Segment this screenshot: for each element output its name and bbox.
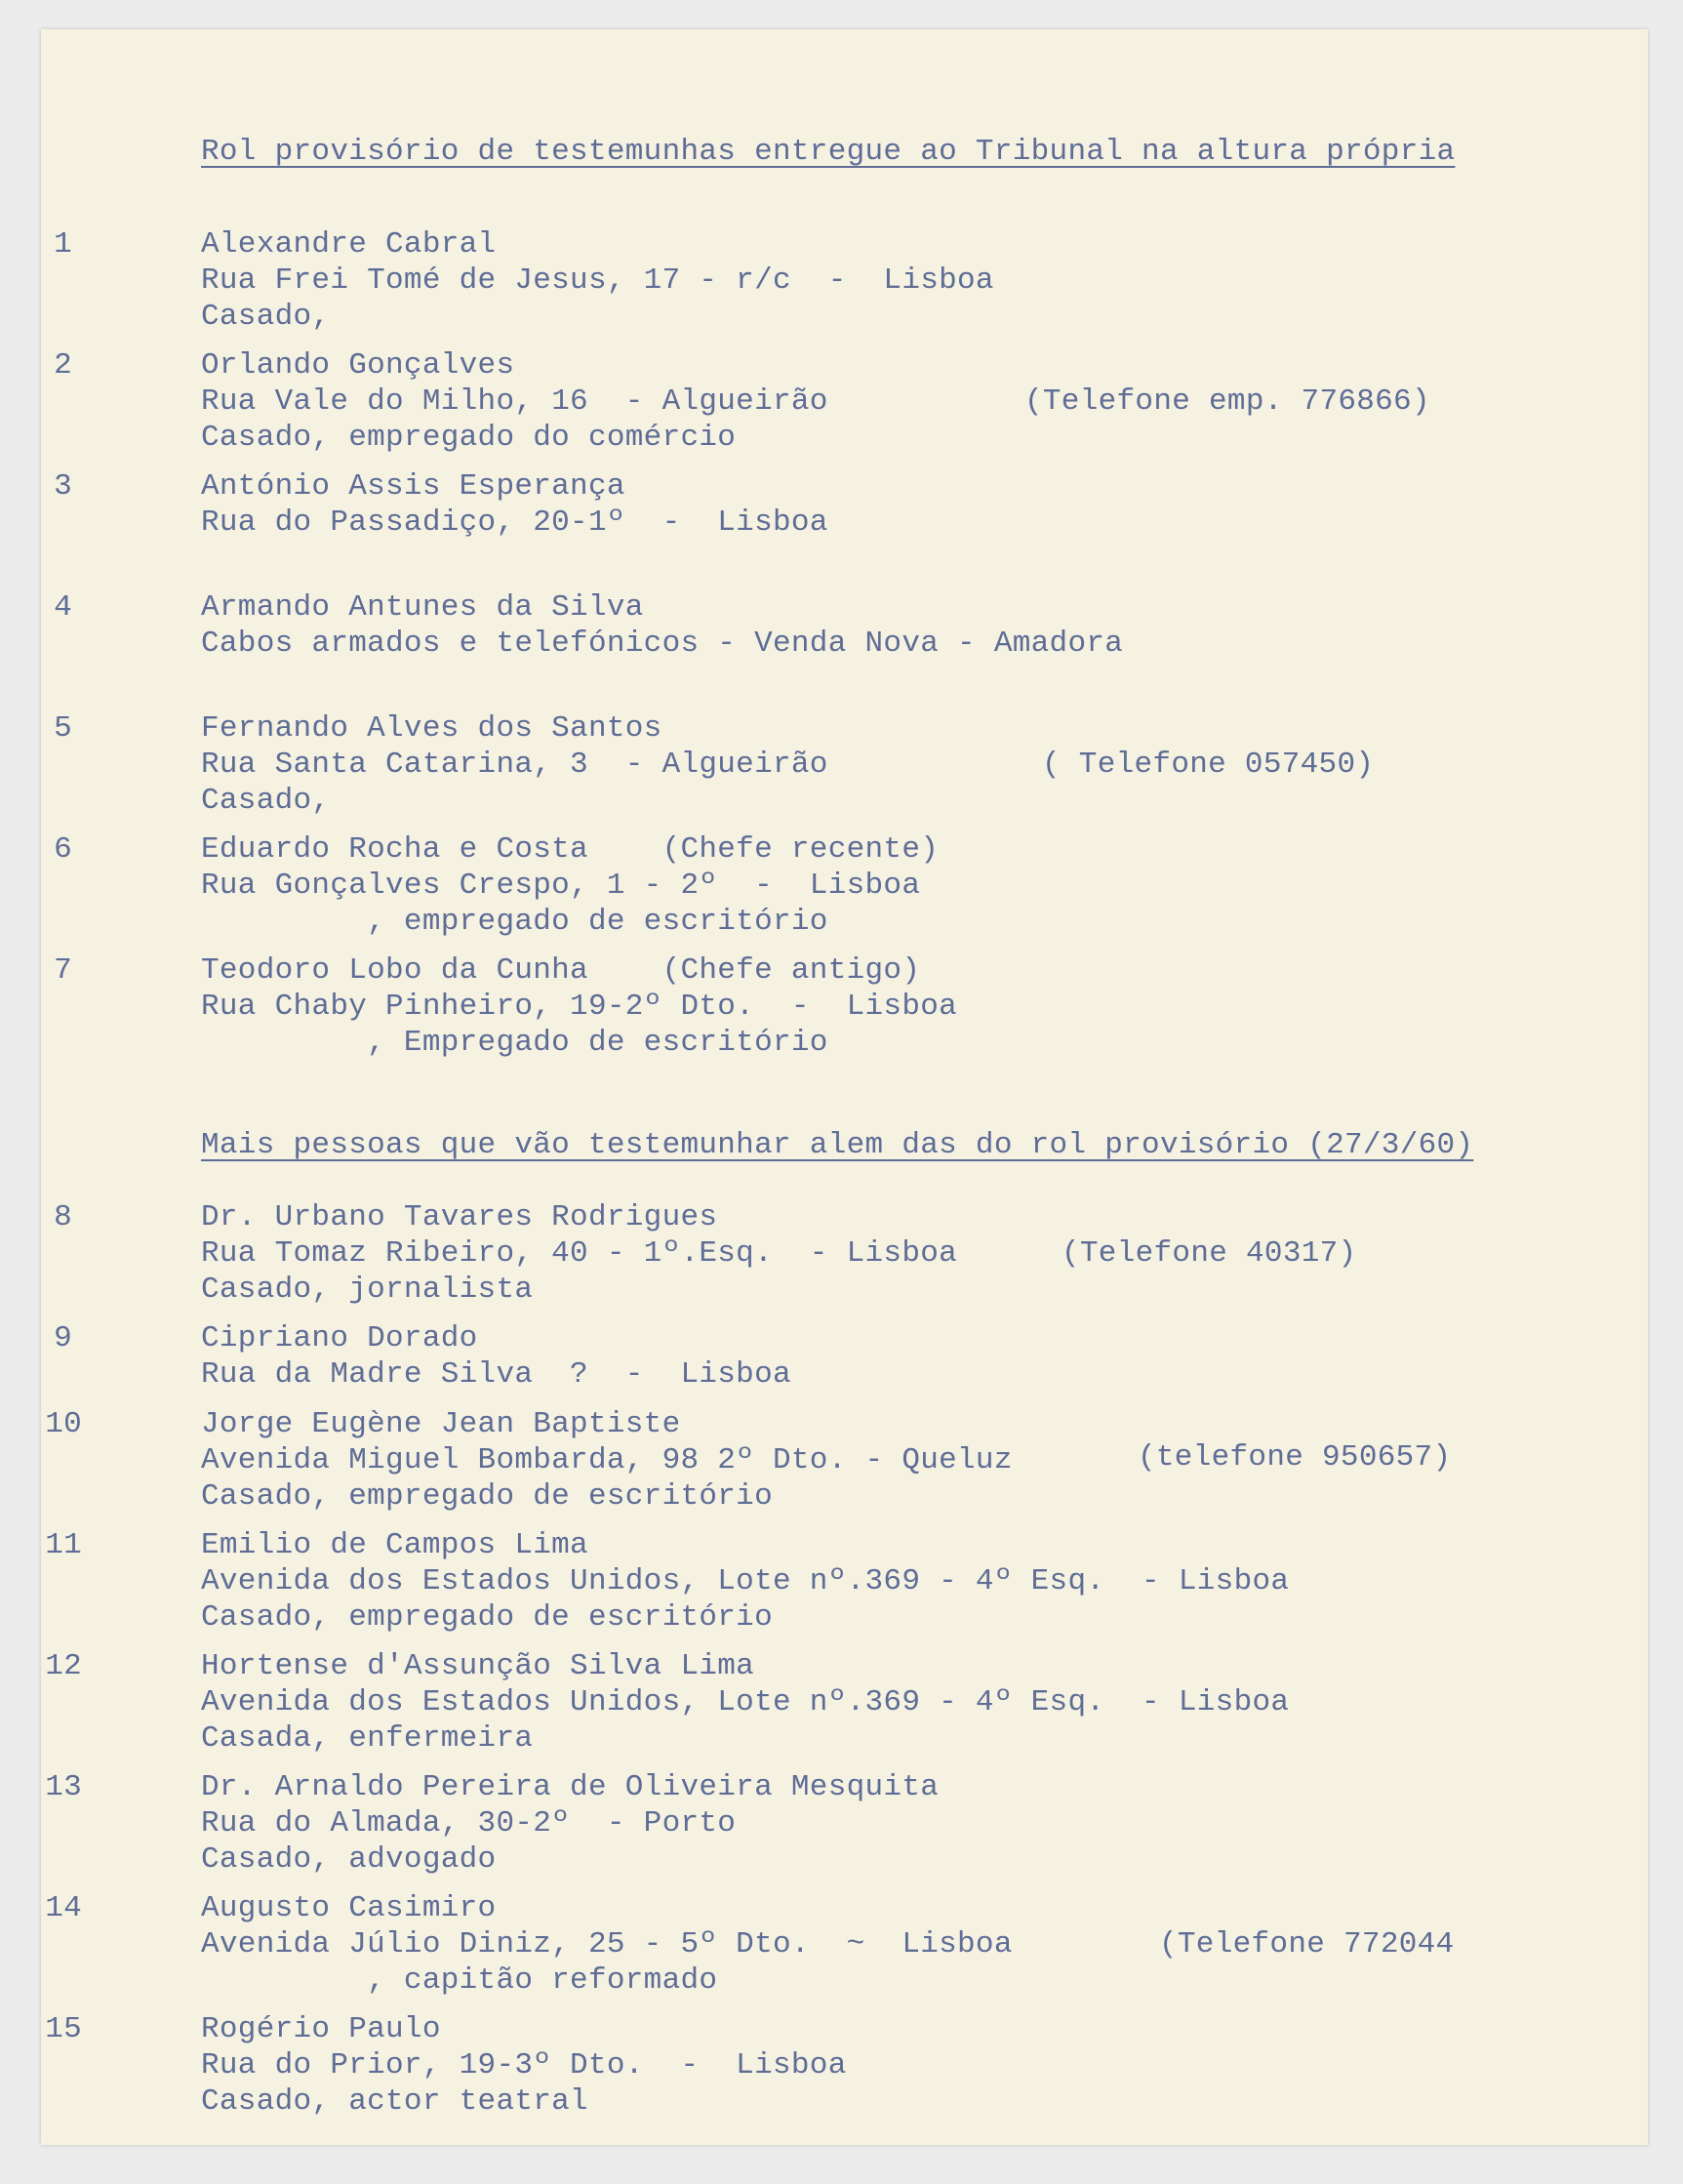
witness-address: Rua Santa Catarina, 3 - Algueirão [201, 748, 828, 782]
witness-name: António Assis Esperança [201, 469, 625, 504]
witness-number: 4 [54, 590, 72, 625]
witness-detail: , Empregado de escritório [201, 1026, 828, 1060]
witness-detail: , capitão reformado [201, 1963, 718, 1998]
witness-detail: Casado, empregado de escritório [201, 1600, 773, 1635]
witness-number: 6 [54, 832, 72, 867]
witness-name: Cipriano Dorado [201, 1321, 478, 1355]
witness-number: 9 [54, 1321, 72, 1355]
witness-name: Dr. Arnaldo Pereira de Oliveira Mesquita [201, 1770, 940, 1804]
witness-number: 7 [54, 953, 72, 988]
witness-entry [0, 1407, 1683, 1524]
witness-number: 5 [54, 711, 72, 746]
witness-entry [0, 1891, 1683, 2008]
witness-phone-note: ( Telefone 057450) [1042, 748, 1375, 782]
witness-phone-note: (Telefone 772044 [1159, 1927, 1455, 1962]
witness-number: 10 [45, 1407, 82, 1441]
witness-name: Orlando Gonçalves [201, 348, 515, 383]
witness-detail: Casado, jornalista [201, 1273, 534, 1307]
witness-address: Rua Gonçalves Crespo, 1 - 2º - Lisboa [201, 869, 921, 903]
witness-number: 11 [45, 1528, 82, 1562]
witness-address: Rua Chaby Pinheiro, 19-2º Dto. - Lisboa [201, 990, 958, 1024]
witness-number: 2 [54, 348, 72, 383]
witness-detail: Casado, empregado de escritório [201, 1479, 773, 1514]
witness-name: Hortense d'Assunção Silva Lima [201, 1649, 755, 1683]
witness-name: Fernando Alves dos Santos [201, 711, 662, 746]
witness-name: Augusto Casimiro [201, 1891, 497, 1925]
witness-number: 1 [54, 227, 72, 262]
witness-entry [0, 1528, 1683, 1645]
witness-name: Emilio de Campos Lima [201, 1528, 588, 1562]
witness-address: Cabos armados e telefónicos - Venda Nova - Amadora [201, 627, 1124, 661]
witness-address: Avenida Miguel Bombarda, 98 2º Dto. - Queluz [201, 1443, 1013, 1477]
witness-name: Armando Antunes da Silva [201, 590, 644, 625]
witness-name: Jorge Eugène Jean Baptiste [201, 1407, 681, 1441]
witness-number: 13 [45, 1770, 82, 1804]
witness-entry [0, 348, 1683, 465]
witness-address: Avenida dos Estados Unidos, Lote nº.369 - 4º Esq. - Lisboa [201, 1685, 1290, 1719]
witness-name: Teodoro Lobo da Cunha (Chefe antigo) [201, 953, 921, 988]
witness-entry [0, 2012, 1683, 2129]
witness-entry [0, 832, 1683, 950]
witness-entry [0, 590, 1683, 708]
witness-number: 15 [45, 2012, 82, 2046]
witness-entry [0, 227, 1683, 344]
witness-detail: Casado, [201, 784, 331, 818]
witness-address: Avenida dos Estados Unidos, Lote nº.369 - 4º Esq. - Lisboa [201, 1564, 1290, 1598]
witness-name: Alexandre Cabral [201, 227, 497, 262]
witness-name: Rogério Paulo [201, 2012, 441, 2046]
witness-detail: , empregado de escritório [201, 905, 828, 939]
witness-entry [0, 953, 1683, 1071]
witness-detail: Casado, advogado [201, 1842, 497, 1877]
section-heading-provisional-list: Rol provisório de testemunhas entregue ao Tribunal na altura própria [201, 135, 1456, 169]
witness-address: Avenida Júlio Diniz, 25 - 5º Dto. ~ Lisboa [201, 1927, 1013, 1962]
witness-entry [0, 711, 1683, 829]
witness-detail: Casada, enfermeira [201, 1721, 534, 1756]
witness-entry [0, 1200, 1683, 1317]
witness-phone-note: (telefone 950657) [1138, 1440, 1452, 1475]
witness-name: Dr. Urbano Tavares Rodrigues [201, 1200, 718, 1234]
witness-address: Rua Vale do Milho, 16 - Algueirão [201, 384, 828, 419]
witness-phone-note: (Telefone 40317) [1062, 1236, 1357, 1271]
witness-number: 8 [54, 1200, 72, 1234]
witness-entry [0, 1770, 1683, 1887]
witness-address: Rua Frei Tomé de Jesus, 17 - r/c - Lisboa [201, 263, 994, 298]
witness-address: Rua Tomaz Ribeiro, 40 - 1º.Esq. - Lisboa [201, 1236, 958, 1271]
witness-number: 14 [45, 1891, 82, 1925]
witness-detail: Casado, actor teatral [201, 2084, 588, 2119]
witness-number: 12 [45, 1649, 82, 1683]
witness-detail: Casado, empregado do comércio [201, 421, 737, 455]
witness-detail: Casado, [201, 300, 331, 334]
witness-entry [0, 1649, 1683, 1766]
witness-address: Rua do Almada, 30-2º - Porto [201, 1806, 737, 1840]
witness-entry [0, 469, 1683, 586]
witness-number: 3 [54, 469, 72, 504]
witness-address: Rua do Prior, 19-3º Dto. - Lisboa [201, 2048, 847, 2083]
witness-phone-note: (Telefone emp. 776866) [1024, 384, 1430, 419]
witness-address: Rua da Madre Silva ? - Lisboa [201, 1357, 791, 1392]
witness-name: Eduardo Rocha e Costa (Chefe recente) [201, 832, 940, 867]
section-heading-additional-witnesses: Mais pessoas que vão testemunhar alem das do rol provisório (27/3/60) [201, 1128, 1474, 1162]
witness-address: Rua do Passadiço, 20-1º - Lisboa [201, 506, 828, 540]
